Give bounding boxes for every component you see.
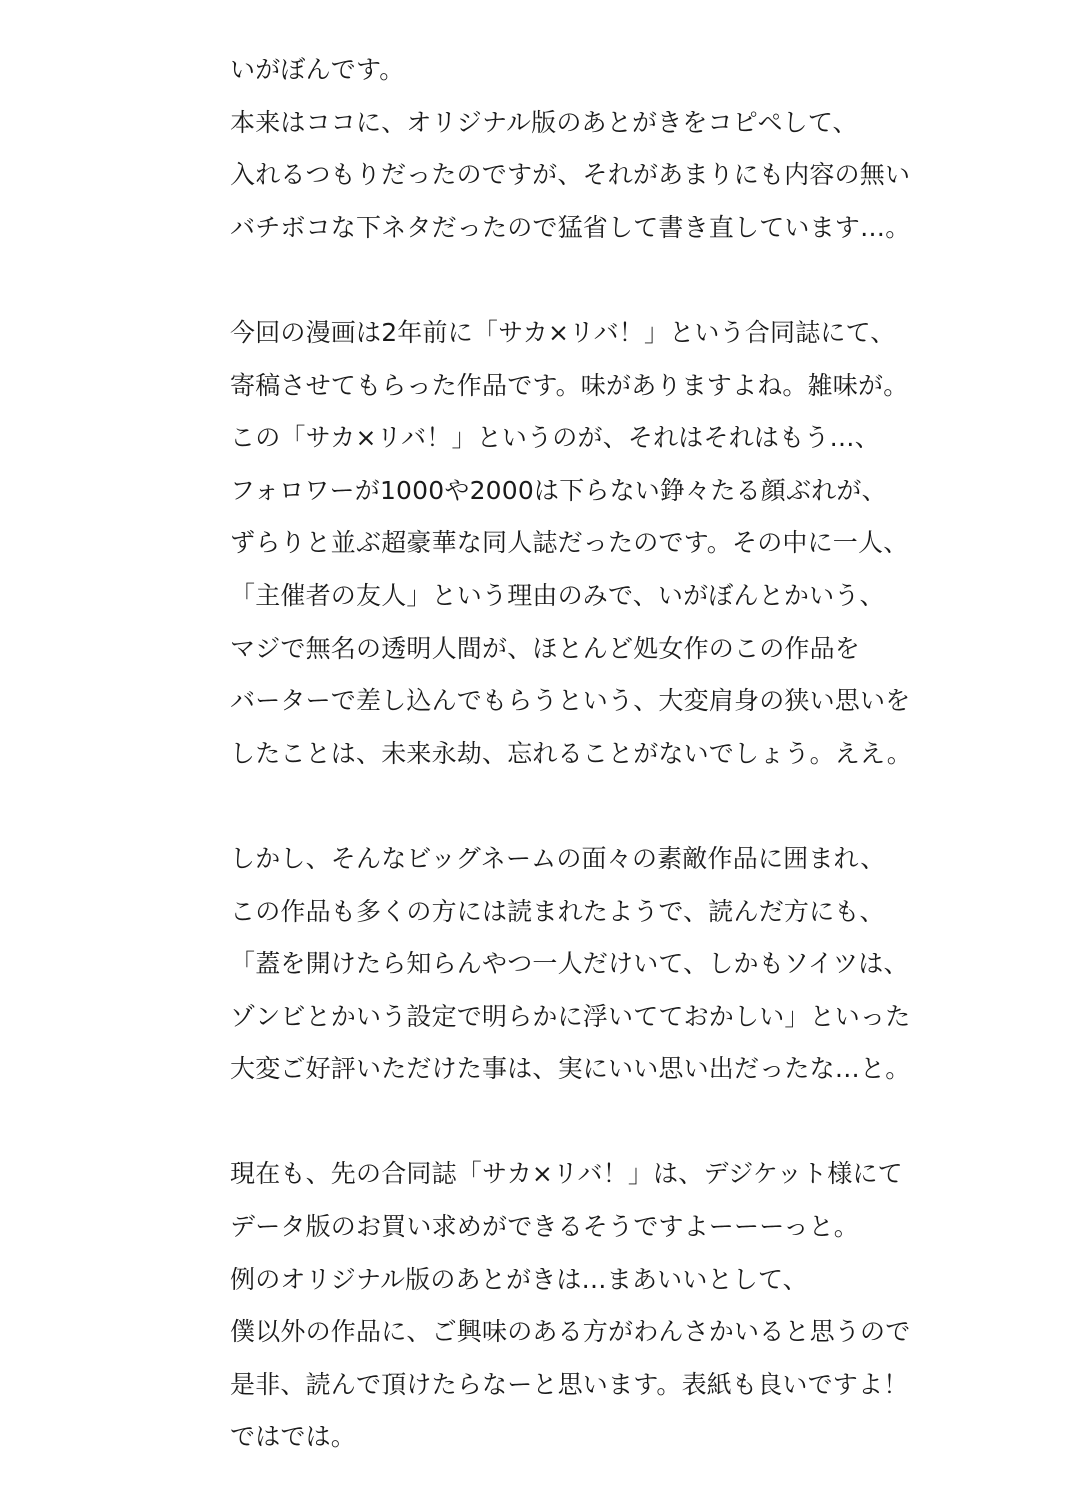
text-line: 入れるつもりだったのですが、それがあまりにも内容の無い: [230, 160, 911, 190]
paragraph-gap: [230, 786, 890, 839]
text-line: しかし、そんなビッグネームの面々の素敵作品に囲まれ、: [230, 843, 886, 873]
text-line: 大変ご好評いただけた事は、実にいい思い出だったな…と。: [230, 1054, 911, 1084]
text-line: ゾンビとかいう設定で明らかに浮いてておかしい」といった: [230, 1001, 911, 1031]
text-line: 「主催者の友人」という理由のみで、いがぼんとかいう、: [230, 580, 885, 610]
text-line: ではでは。: [230, 1422, 357, 1452]
text-line: バーターで差し込んでもらうという、大変肩身の狭い思いを: [230, 686, 911, 716]
text-line: いがぼんです。: [230, 55, 405, 84]
text-line: したことは、未来永劫、忘れることがないでしょう。ええ。: [230, 738, 912, 768]
text-line: 寄稿させてもらった作品です。味がありますよね。雑味が。: [230, 370, 909, 400]
text-line: ずらりと並ぶ超豪華な同人誌だったのです。その中に一人、: [230, 528, 909, 558]
text-line: この作品も多くの方には読まれたようで、読んだ方にも、: [230, 896, 885, 926]
paragraph-gap: [230, 260, 890, 313]
text-line: 僕以外の作品に、ご興味のある方がわんさかいると思うので: [230, 1317, 911, 1347]
text-line: データ版のお買い求めができるそうですよーーーっと。: [230, 1212, 860, 1242]
text-line: マジで無名の透明人間が、ほとんど処女作のこの作品を: [230, 633, 861, 663]
text-line: バチボコな下ネタだったので猛省して書き直しています…。: [230, 212, 911, 242]
text-line: 現在も、先の合同誌「サカ×リバ！」は、デジケット様にて: [230, 1159, 903, 1189]
text-line: 本来はココに、オリジナル版のあとがきをコピペして、: [230, 107, 858, 137]
text-line: 「蓋を開けたら知らんやつ一人だけいて、しかもソイツは、: [230, 949, 909, 979]
text-line: この「サカ×リバ！」というのが、それはそれはもう…、: [230, 423, 880, 453]
text-line: フォロワーが1000や2000は下らない錚々たる顔ぶれが、: [230, 475, 887, 505]
text-line: 是非、読んで頂けたらなーと思います。表紙も良いですよ！: [230, 1369, 909, 1399]
text-line: 例のオリジナル版のあとがきは…まあいいとして、: [230, 1264, 808, 1294]
text-line: 今回の漫画は2年前に「サカ×リバ！」という合同誌にて、: [230, 317, 896, 347]
paragraph-gap: [230, 1102, 890, 1155]
afterword-text: [230, 50, 912, 1470]
